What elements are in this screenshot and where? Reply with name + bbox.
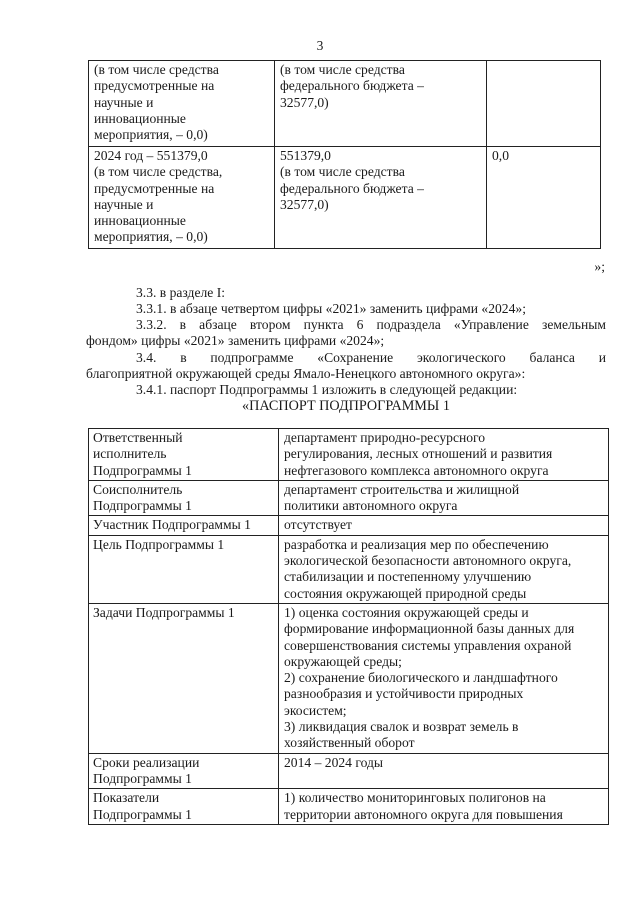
cell-line: департамент природно-ресурсного — [284, 430, 486, 445]
cell-line: стабилизации и постепенному улучшению — [284, 569, 532, 585]
passport-label — [89, 429, 279, 481]
cell-line: федерального бюджета – — [280, 180, 424, 196]
passport-label — [89, 789, 279, 825]
cell-line: инновационные — [94, 213, 186, 229]
passport-table-body — [89, 429, 609, 825]
passport-value — [279, 753, 609, 789]
cell-line: (в том числе средства — [280, 164, 405, 180]
passport-value — [279, 603, 609, 753]
cell-line: научные и — [94, 196, 154, 212]
passport-value — [279, 480, 609, 516]
cell-line: 1) количество мониторинговых полигонов на — [284, 790, 546, 806]
paragraph-3-3-1: 3.3.1. в абзаце четвертом цифры «2021» заменить цифрами «2024»; — [136, 301, 526, 316]
cell-line: Соисполнитель — [93, 481, 183, 497]
passport-label — [89, 480, 279, 516]
cell-line: разнообразия и устойчивости природных — [284, 686, 524, 702]
funding-table — [88, 60, 601, 249]
cell-line: инновационные — [94, 110, 186, 126]
passport-row — [89, 535, 609, 603]
cell-line: экологической безопасности автономного округа, — [284, 553, 572, 569]
cell-line: 2) сохранение биологического и ландшафтного — [284, 670, 558, 686]
cell-line: научные и — [94, 94, 154, 110]
cell-line: экосистем; — [284, 702, 347, 718]
cell-line: 2014 – 2024 годы — [284, 754, 384, 770]
passport-row — [89, 480, 609, 516]
paragraph-3-3-2-line1: 3.3.2. в абзаце втором пункта 6 подраздела «Управление земельным — [136, 317, 606, 332]
cell-line: мероприятия, – 0,0) — [94, 229, 208, 245]
cell-line: мероприятия, – 0,0) — [94, 127, 208, 143]
passport-label — [89, 603, 279, 753]
paragraph-3-4-line1: 3.4. в подпрограмме «Сохранение экологического баланса и — [136, 350, 606, 365]
funding-cell-c1 — [89, 147, 275, 249]
cell-line: 32577,0) — [280, 94, 329, 110]
passport-value — [279, 789, 609, 825]
cell-line: 3) ликвидация свалок и возврат земель в — [284, 719, 519, 735]
passport-title: «ПАСПОРТ ПОДПРОГРАММЫ 1 — [242, 398, 450, 414]
cell-line: формирование информационной базы данных для — [284, 621, 575, 637]
passport-value — [279, 535, 609, 603]
funding-cell-c3 — [487, 147, 601, 249]
cell-line: отсутствует — [284, 517, 353, 533]
funding-cell-c3 — [487, 61, 601, 147]
funding-table-body — [89, 61, 601, 249]
cell-line: Цель Подпрограммы 1 — [93, 536, 225, 552]
cell-line: регулирования, лесных отношений и развития — [284, 446, 553, 462]
cell-line: исполнитель — [93, 446, 167, 462]
passport-value — [279, 516, 609, 535]
cell-line: предусмотренные на — [94, 180, 215, 196]
cell-line: Подпрограммы 1 — [93, 462, 192, 478]
passport-row — [89, 603, 609, 753]
cell-line: Ответственный — [93, 430, 183, 445]
funding-cell-c2 — [275, 147, 487, 249]
passport-label — [89, 753, 279, 789]
cell-line: Подпрограммы 1 — [93, 498, 192, 514]
cell-line: (в том числе средства — [280, 62, 405, 77]
cell-line: 551379,0 — [280, 148, 331, 163]
funding-cell-c2 — [275, 61, 487, 147]
cell-line: политики автономного округа — [284, 498, 458, 514]
paragraph-3-4-1: 3.4.1. паспорт Подпрограммы 1 изложить в следующей редакции: — [136, 382, 518, 397]
cell-line: 32577,0) — [280, 196, 329, 212]
paragraph-3-3: 3.3. в разделе I: — [136, 285, 226, 300]
cell-line: департамент строительства и жилищной — [284, 481, 520, 497]
closing-quote: »; — [594, 259, 605, 274]
paragraph-3-4-line2: благоприятной окружающей среды Ямало-Ненецкого автономного округа»: — [86, 366, 526, 381]
cell-line: территории автономного округа для повышения — [284, 806, 563, 822]
funding-row — [89, 147, 601, 249]
page-number: 3 — [316, 38, 324, 53]
cell-line: состояния окружающей природной среды — [284, 585, 527, 601]
passport-row — [89, 753, 609, 789]
passport-label — [89, 516, 279, 535]
cell-line: 1) оценка состояния окружающей среды и — [284, 604, 529, 620]
passport-row — [89, 789, 609, 825]
cell-line: 2024 год – 551379,0 — [94, 148, 208, 163]
passport-value — [279, 429, 609, 481]
cell-line: Подпрограммы 1 — [93, 770, 192, 786]
cell-line: 0,0 — [492, 148, 509, 163]
cell-line: хозяйственный оборот — [284, 735, 415, 751]
cell-line: предусмотренные на — [94, 78, 215, 94]
passport-row — [89, 429, 609, 481]
passport-label — [89, 535, 279, 603]
cell-line: федерального бюджета – — [280, 78, 424, 94]
cell-line: разработка и реализация мер по обеспечению — [284, 536, 549, 552]
cell-line: Сроки реализации — [93, 754, 200, 770]
cell-line: нефтегазового комплекса автономного округа — [284, 462, 549, 478]
cell-line: совершенствования системы управления охраной — [284, 637, 572, 653]
passport-table — [88, 428, 609, 825]
paragraph-3-3-2-line2: фондом» цифры «2021» заменить цифрами «2024»; — [86, 333, 385, 348]
cell-line: (в том числе средства — [94, 62, 219, 77]
funding-cell-c1 — [89, 61, 275, 147]
cell-line: Задачи Подпрограммы 1 — [93, 604, 235, 620]
cell-line: Участник Подпрограммы 1 — [93, 517, 251, 533]
funding-row — [89, 61, 601, 147]
cell-line: Показатели — [93, 790, 160, 806]
cell-line: (в том числе средства, — [94, 164, 223, 180]
passport-row — [89, 516, 609, 535]
cell-line: окружающей среды; — [284, 653, 402, 669]
cell-line: Подпрограммы 1 — [93, 806, 192, 822]
